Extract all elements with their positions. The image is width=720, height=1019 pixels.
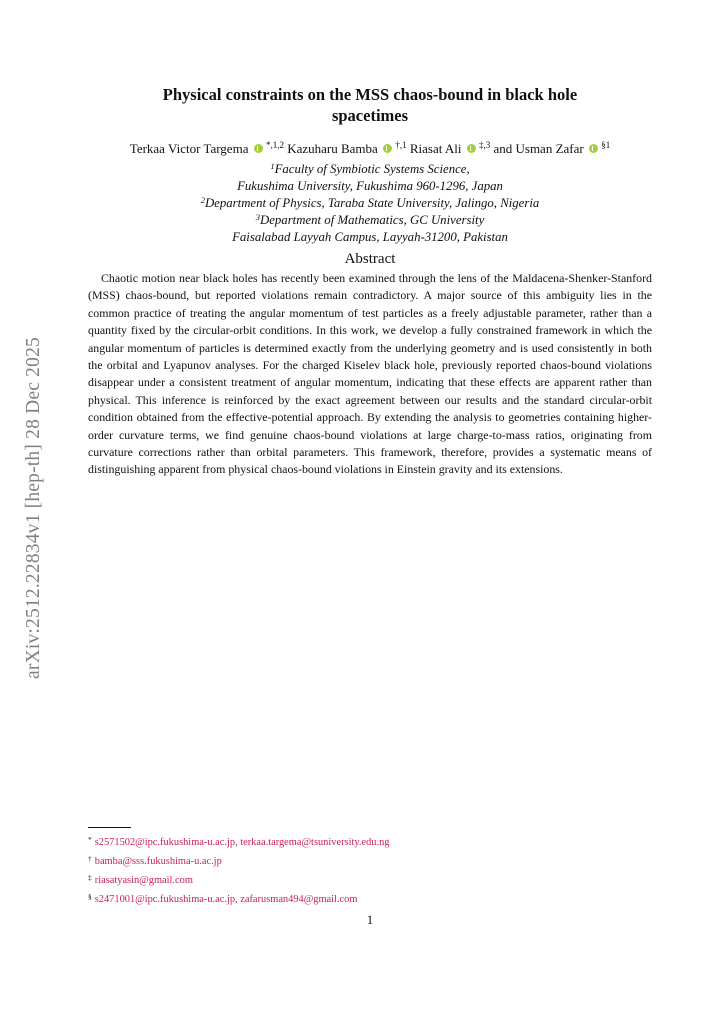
paper-title (88, 84, 652, 126)
affiliation-3 (88, 212, 652, 229)
email-link[interactable]: s2571502@ipc.fukushima-u.ac.jp, terkaa.targema@tsuniversity.edu.ng (94, 837, 390, 848)
email-link[interactable]: riasatyasin@gmail.com (94, 875, 193, 886)
footnote-item (88, 832, 652, 851)
orcid-icon[interactable] (589, 144, 598, 153)
page-number: 1 (366, 913, 374, 927)
author-marks: †,1 (395, 140, 407, 150)
affiliation-number: 1 (270, 161, 275, 171)
orcid-icon[interactable] (467, 144, 476, 153)
affiliation-2 (88, 195, 652, 212)
paper-title-line-2: spacetimes (331, 106, 409, 125)
footnote-mark: ‡ (88, 873, 92, 882)
author-name: Kazuharu Bamba (287, 141, 378, 156)
paper-title-line-1: Physical constraints on the MSS chaos-bound in black hole (162, 85, 578, 104)
footnote-item (88, 870, 652, 889)
author-marks: *,1,2 (265, 140, 284, 150)
author-marks: §1 (601, 140, 611, 150)
affiliation-number: 3 (255, 212, 260, 222)
footnote-item (88, 851, 652, 870)
orcid-icon[interactable] (254, 144, 263, 153)
email-link[interactable]: s2471001@ipc.fukushima-u.ac.jp, zafarusman494@gmail.com (94, 894, 358, 905)
arxiv-identifier-stamp: arXiv:2512.22834v1 [hep-th] 28 Dec 2025 (23, 337, 44, 679)
author-name: Terkaa Victor Targema (129, 141, 249, 156)
footnote-item (88, 889, 652, 908)
affiliation-3-cont: Faisalabad Layyah Campus, Layyah-31200, Pakistan (232, 230, 508, 244)
affiliation-text: Faculty of Symbiotic Systems Science, (274, 162, 470, 176)
author-name: Riasat Ali (409, 141, 462, 156)
author-marks: ‡,3 (478, 140, 491, 150)
footnotes (88, 832, 652, 908)
abstract-body: Chaotic motion near black holes has recently been examined through the lens of the Maldacena-Shenker-Stanford (MSS) chaos-bound, but reported violations remain contradictory. A major source of this ambiguity lies in the common practice of treating the angular momentum of test particles as a freely adjustable parameter, rather than a quantity fixed by the circular-orbit conditions. In this work, we develop a fully constrained framework in which the angular momentum of particles is determined exactly from the underlying geometry and is used consistently in both the orbital and Lyapunov analyses. For the charged Kiselev black hole, previously reported chaos-bound violations disappear under a consistent treatment of angular momentum, indicating that these effects are apparent rather than physical. This inference is reinforced by the exact agreement between our results and the standard circular-orbit condition obtained from the effective-potential approach. By extending the analysis to geometries containing higher-order curvature terms, we find genuine chaos-bound violations at large charge-to-mass ratios, originating from curvature corrections rather than orbital parameters. This framework, therefore, provides a systematic means of distinguishing apparent from physical chaos-bound violations in Einstein gravity and its extensions. (88, 271, 652, 477)
affiliation-1-cont: Fukushima University, Fukushima 960-1296, Japan (237, 179, 503, 193)
abstract-heading: Abstract (344, 251, 396, 267)
affiliations (88, 161, 652, 246)
affiliation-1 (88, 161, 652, 178)
footnote-mark: * (88, 835, 92, 844)
footnote-mark: § (88, 892, 92, 901)
author-list (60, 140, 680, 158)
author-name: Usman Zafar (515, 141, 584, 156)
footnote-mark: † (88, 854, 92, 863)
author-connector: and (493, 141, 513, 156)
email-link[interactable]: bamba@sss.fukushima-u.ac.jp (94, 856, 222, 867)
orcid-icon[interactable] (383, 144, 392, 153)
footnote-divider (88, 827, 131, 828)
affiliation-number: 2 (200, 195, 205, 205)
affiliation-text: Department of Mathematics, GC University (259, 213, 485, 227)
affiliation-text: Department of Physics, Taraba State University, Jalingo, Nigeria (204, 196, 540, 210)
